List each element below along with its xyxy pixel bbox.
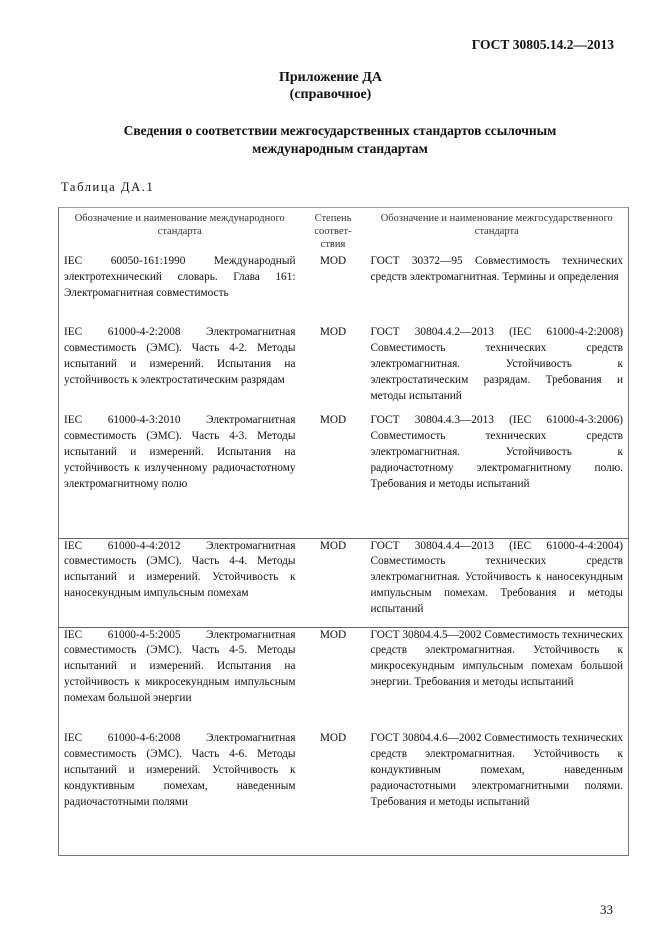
interstate-standard-cell: ГОСТ 30804.4.2—2013 (IEC 61000-4-2:2008) Совместимость технических средств электромагнитная. Устойчивость к электростатическим разрядам. Требования и методы испытаний [370,326,623,402]
header-international-standard: Обозначение и наименование международного стандарта [74,213,285,237]
table-row [59,538,629,627]
document-code: ГОСТ 30805.14.2—2013 [471,37,614,52]
section-title [80,122,600,158]
table-row [59,254,629,325]
interstate-standard-cell: ГОСТ 30804.4.5—2002 Совместимость технических средств электромагнитная. Устойчивость к микросекундным импульсным помехам большой энергии. Требования и методы испытаний [366,627,629,731]
section-title-line2: международным стандартам [252,141,428,156]
international-standard-cell: IEC 60050-161:1990 Международный электротехнический словарь. Глава 161: Электромагнитная совместимость [64,255,296,299]
degree-cell: MOD [319,732,347,744]
degree-cell: MOD [319,326,347,338]
degree-cell: MOD [319,255,347,267]
page-number: 33 [600,902,613,917]
appendix-title [0,69,661,103]
international-standard-cell: IEC 61000-4-2:2008 Электромагнитная совместимость (ЭМС). Часть 4-2. Методы испытаний и измерений. Испытания на устойчивость к электростатическим разрядам [64,326,296,386]
interstate-standard-cell: ГОСТ 30804.4.4—2013 (IEC 61000-4-4:2004) Совместимость технических средств электромагнитная. Устойчивость к наносекундным импульсным помехам. Требования и методы испытаний [366,538,629,627]
table-header-row [59,208,629,255]
appendix-heading: Приложение ДА [278,70,383,85]
international-standard-cell: IEC 61000-4-6:2008 Электромагнитная совместимость (ЭМС). Часть 4-6. Методы испытаний и измерений. Устойчивость к кондуктивным помехам, наведенным радиочастотными полями [64,732,296,808]
interstate-standard-cell: ГОСТ 30804.4.6—2002 Совместимость технических средств электромагнитная. Устойчивость к кондуктивным помехам, наведенным радиочастотными электромагнитными полями. Требования и методы испытаний [370,732,623,808]
table-label: Таблица ДА.1 [61,180,155,194]
degree-cell: MOD [301,538,366,627]
degree-cell: MOD [301,627,366,731]
table-row [59,325,629,413]
interstate-standard-cell: ГОСТ 30372—95 Совместимость технических средств электромагнитная. Термины и определения [370,255,623,283]
table-row [59,413,629,538]
section-title-line1: Сведения о соответствии межгосударственных стандартов ссылочным [123,123,557,138]
international-standard-cell: IEC 61000-4-5:2005 Электромагнитная совместимость (ЭМС). Часть 4-5. Методы испытаний и измерений. Испытания на устойчивость к микросекундным импульсным помехам большой энергии [59,627,301,731]
international-standard-cell: IEC 61000-4-4:2012 Электромагнитная совместимость (ЭМС). Часть 4-4. Методы испытаний и измерений. Устойчивость к наносекундным импульсным помехам [59,538,301,627]
degree-cell: MOD [319,414,347,426]
appendix-subheading: (справочное) [289,87,372,102]
interstate-standard-cell: ГОСТ 30804.4.3—2013 (IEC 61000-4-3:2006) Совместимость технических средств электромагнитная. Устойчивость к радиочастотному электромагнитному полю. Требования и методы испытаний [370,414,623,490]
international-standard-cell: IEC 61000-4-3:2010 Электромагнитная совместимость (ЭМС). Часть 4-3. Методы испытаний и измерений. Испытания на устойчивость к излученному радиочастотному электромагнитному полю [64,414,296,490]
header-interstate-standard: Обозначение и наименование межгосударственного стандарта [380,213,613,237]
header-degree-of-correspondence: Степень соответствия [314,213,352,250]
correspondence-table [58,207,629,856]
table-row [59,731,629,855]
table-row [59,627,629,731]
